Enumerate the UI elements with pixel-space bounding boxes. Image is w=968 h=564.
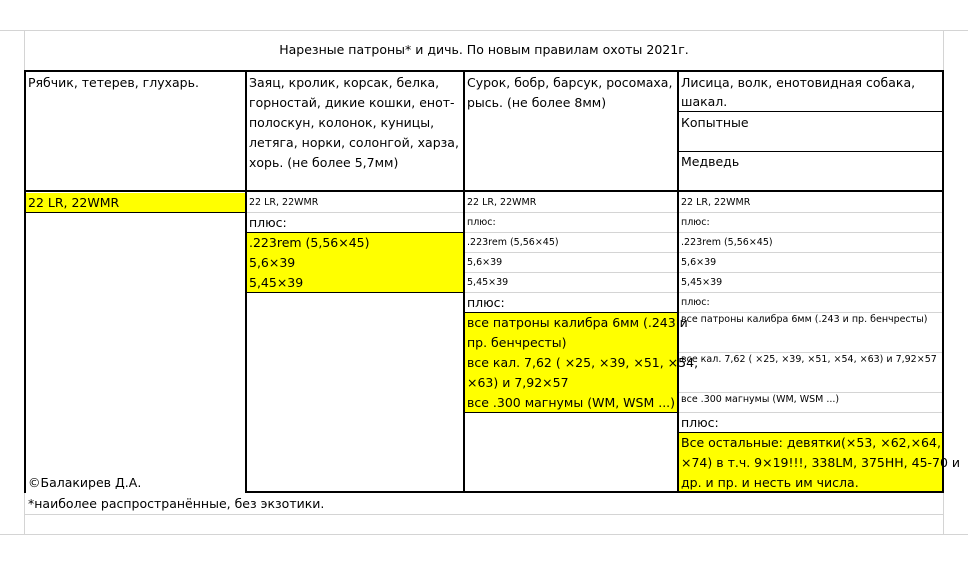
col4-base-item: .223rem (5,56×45): [681, 237, 773, 248]
col4-header-line: Лисица, волк, енотовидная собака,: [681, 75, 916, 90]
col3-added-line: ×63) и 7,92×57: [467, 375, 569, 390]
col3-header-line: рысь. (не более 8мм): [467, 95, 607, 110]
col1-cartridges: 22 LR, 22WMR: [28, 195, 120, 210]
col2-header-line: полоскун, колонок, куницы,: [249, 115, 435, 130]
col4-added-line: др. и пр. и несть им числа.: [681, 475, 859, 490]
col2-header-line: летяга, норки, солонгой, харза,: [249, 135, 459, 150]
col4-base-item: плюс:: [681, 217, 710, 228]
grid-line: [0, 30, 968, 31]
col2-base: 22 LR, 22WMR: [249, 197, 319, 208]
table-border: [24, 190, 944, 192]
col4-762: все кал. 7,62 ( ×25, ×39, ×51, ×54, ×63) и 7,92×57: [681, 354, 937, 365]
col3-base-item: .223rem (5,56×45): [467, 237, 559, 248]
col4-plus: плюс:: [681, 415, 719, 430]
col3-base-item: 5,45×39: [467, 277, 509, 288]
col4-base-item: 5,45×39: [681, 277, 723, 288]
col2-added-item: .223rem (5,56×45): [249, 235, 370, 250]
col4-6mm: все патроны калибра 6мм (.243 и пр. бенчресты): [681, 314, 928, 325]
col4-hoofed: Копытные: [681, 115, 749, 130]
col3-plus: плюс:: [467, 295, 505, 310]
table-border: [24, 70, 26, 493]
copyright: ©Балакирев Д.А.: [28, 475, 142, 490]
col2-header-line: Заяц, кролик, корсак, белка,: [249, 75, 440, 90]
col3-base-item: 5,6×39: [467, 257, 503, 268]
col3-base-item: 22 LR, 22WMR: [467, 197, 537, 208]
grid-line: [0, 534, 968, 535]
col1-header: Рябчик, тетерев, глухарь.: [28, 75, 199, 90]
col2-plus: плюс:: [249, 215, 287, 230]
col4-300: все .300 магнумы (WM, WSM ...): [681, 394, 840, 405]
table-border: [463, 70, 465, 493]
col3-added-line: все кал. 7,62 ( ×25, ×39, ×51, ×54,: [467, 355, 699, 370]
col3-base-item: плюс:: [467, 217, 496, 228]
col4-added-line: Все остальные: девятки(×53, ×62,×64,: [681, 435, 941, 450]
col2-header-line: горностай, дикие кошки, енот-: [249, 95, 455, 110]
col4-base-item: 5,6×39: [681, 257, 717, 268]
table-border: [677, 70, 679, 493]
col3-added-line: все .300 магнумы (WM, WSM ...): [467, 395, 676, 410]
table-border: [245, 70, 247, 493]
table-title: Нарезные патроны* и дичь. По новым правилам охоты 2021г.: [279, 42, 689, 57]
col3-header-line: Сурок, бобр, барсук, росомаха,: [467, 75, 673, 90]
table-border: [942, 70, 944, 493]
col3-added-line: пр. бенчресты): [467, 335, 567, 350]
col4-header-line: шакал.: [681, 94, 728, 109]
col2-added-item: 5,45×39: [249, 275, 304, 290]
footnote: *наиболее распространённые, без экзотики.: [28, 496, 325, 511]
col4-bear: Медведь: [681, 154, 740, 169]
col4-base-item: плюс:: [681, 297, 710, 308]
table-border: [24, 70, 944, 72]
grid-line: [24, 514, 944, 515]
col2-added-item: 5,6×39: [249, 255, 296, 270]
col3-added-line: все патроны калибра 6мм (.243 и: [467, 315, 688, 330]
col4-base-item: 22 LR, 22WMR: [681, 197, 751, 208]
col2-header-line: хорь. (не более 5,7мм): [249, 155, 399, 170]
col4-added-line: ×74) в т.ч. 9×19!!!, 338LM, 375HH, 45-70 и: [681, 455, 961, 470]
